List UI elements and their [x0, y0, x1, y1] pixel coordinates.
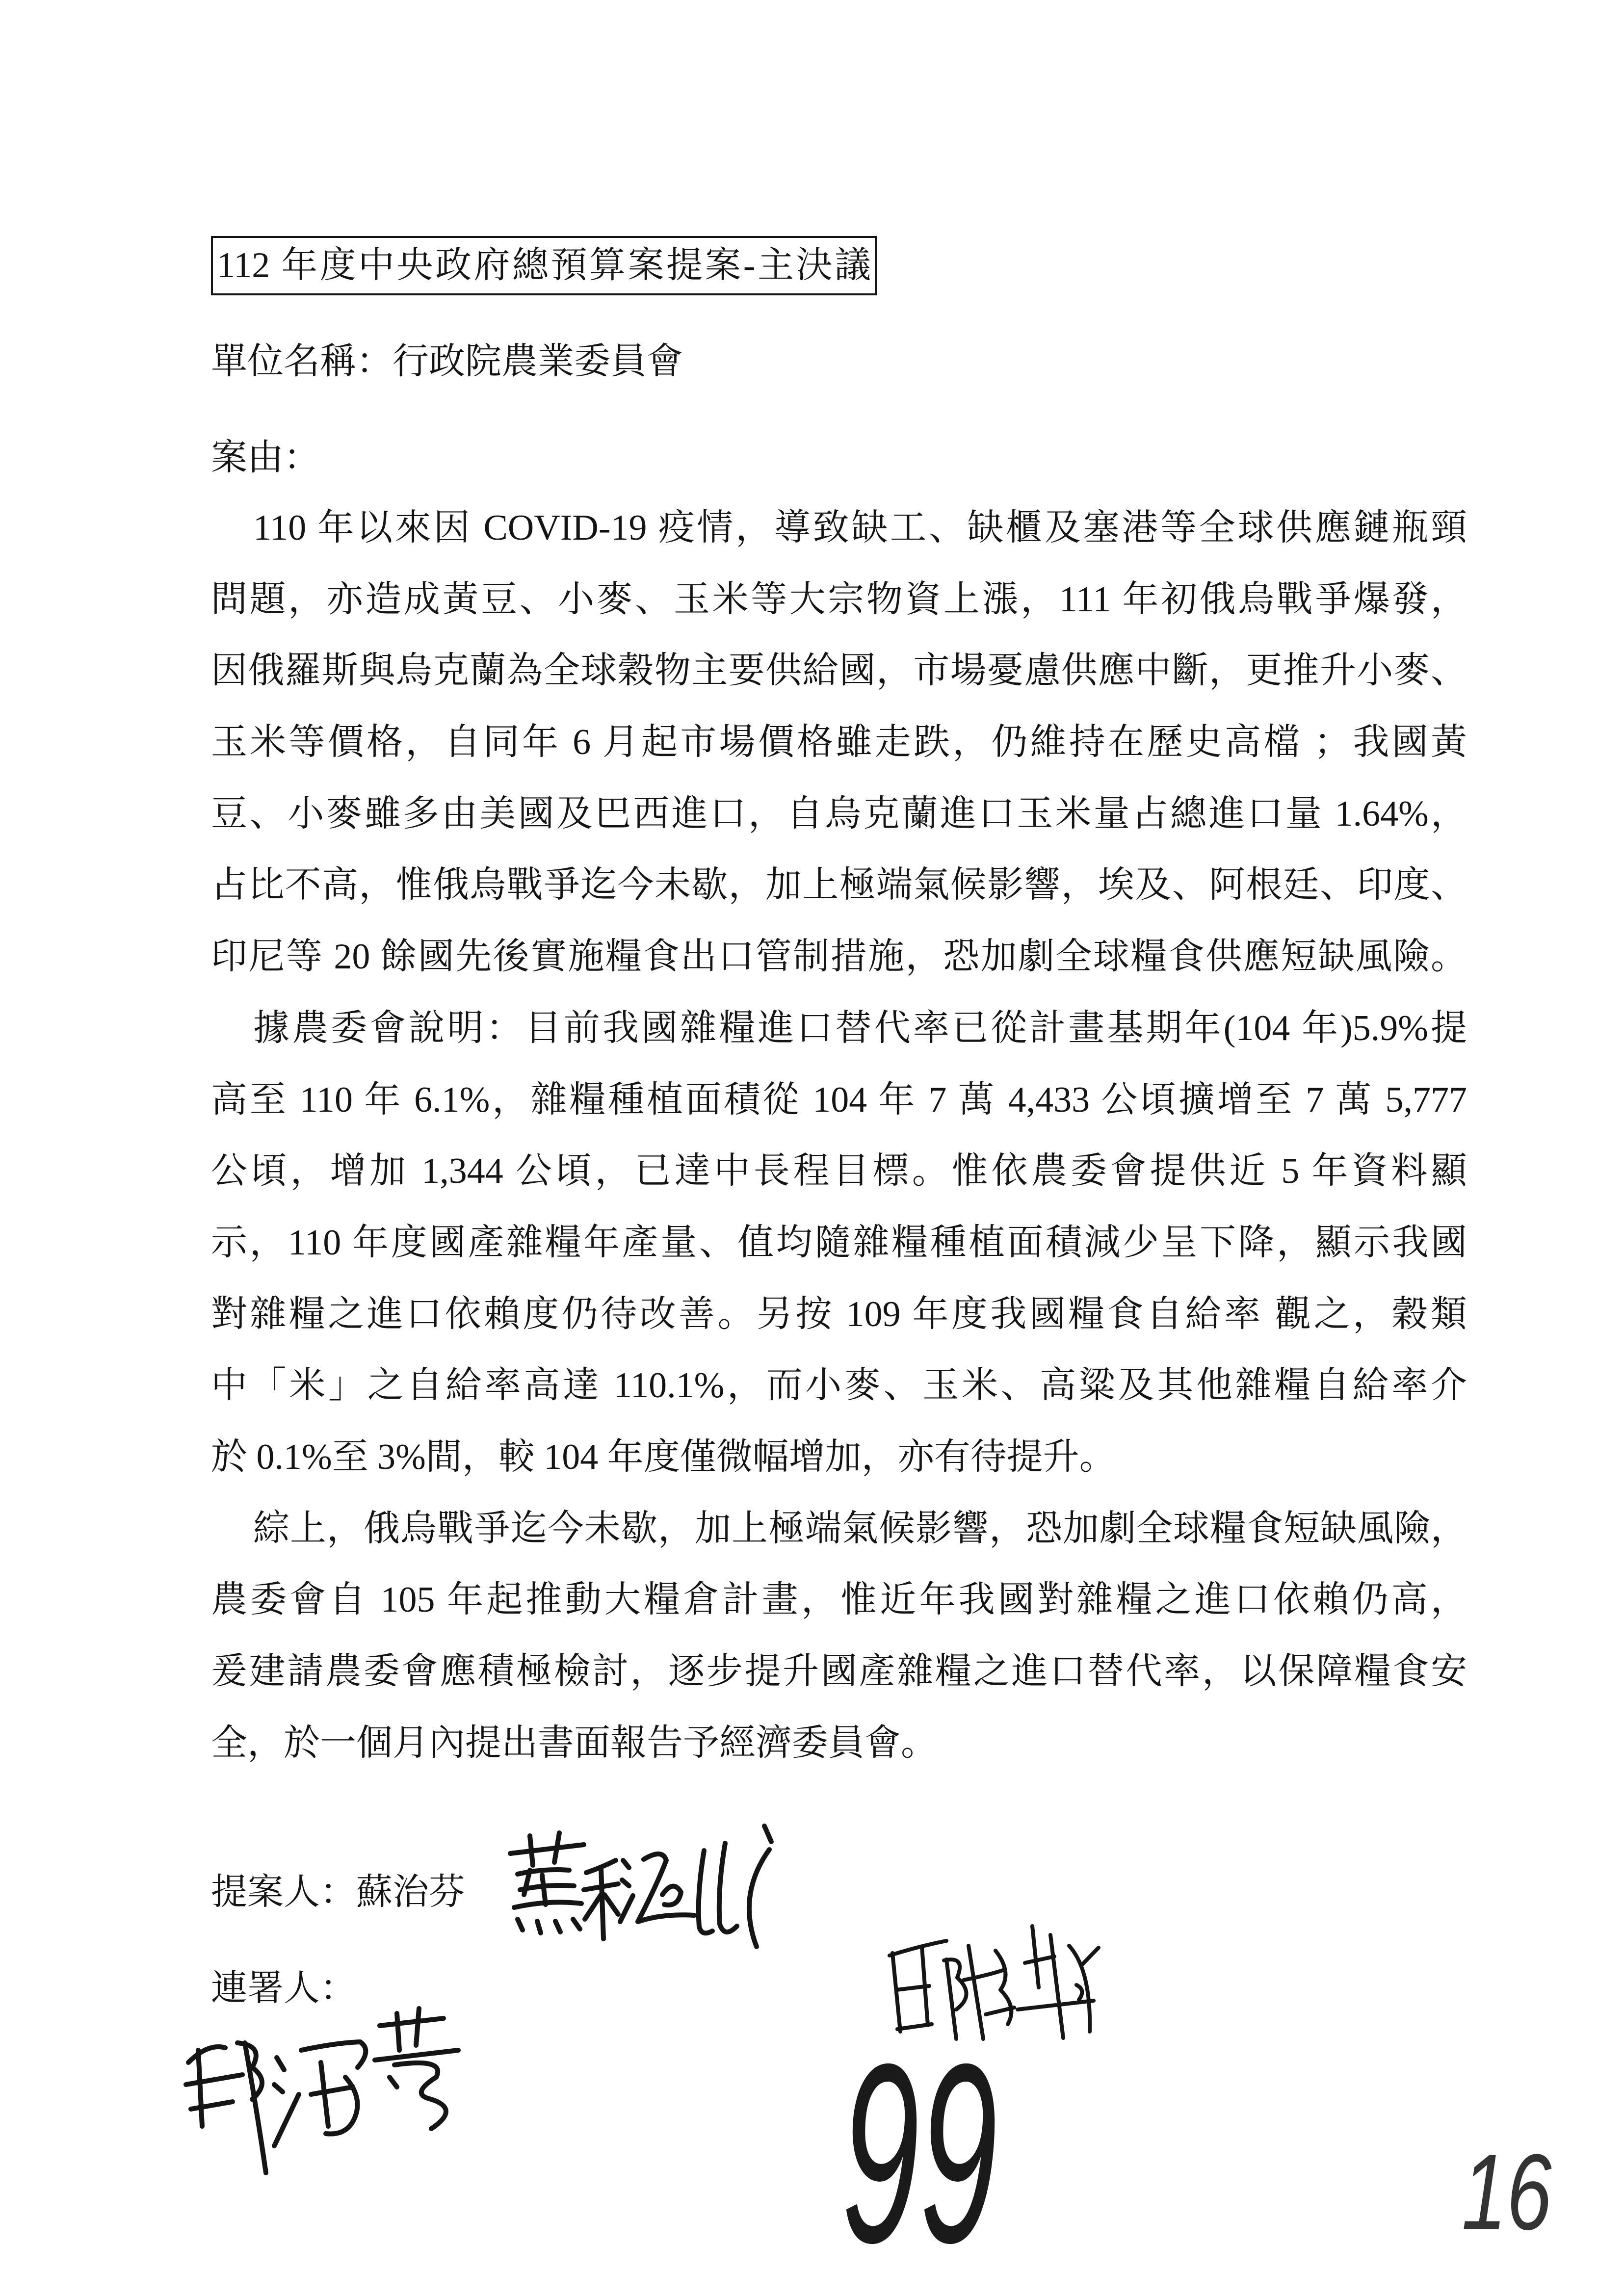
body-line: 綜上，俄烏戰爭迄今未歇，加上極端氣候影響，恐加劇全球糧食短缺風險，	[253, 1508, 1467, 1549]
signature-stroke	[390, 2077, 397, 2087]
signature-stroke	[510, 1845, 584, 1853]
signature-stroke	[573, 1919, 580, 1929]
body-line: 印尼等 20 餘國先後實施糧食出口管制措施，恐加劇全球糧食供應短缺風險。	[211, 937, 1467, 977]
signature-stroke	[191, 2102, 233, 2109]
signature-stroke	[1018, 2001, 1094, 2009]
paragraph-council-explanation	[211, 993, 1467, 1493]
signature-stroke	[198, 2050, 202, 2126]
signature-stroke	[699, 1851, 712, 1933]
signature-stroke	[764, 1826, 771, 1842]
paragraph-conclusion	[211, 1493, 1467, 1779]
signature-stroke	[890, 1941, 946, 1956]
body-line: 據農委會說明：目前我國雜糧進口替代率已從計畫基期年(104 年)5.9%提	[253, 1008, 1467, 1048]
signature-stroke	[555, 1921, 560, 1932]
proposer-signature	[500, 1821, 780, 1954]
signature-stroke	[397, 2013, 399, 2050]
proposer-line	[211, 1856, 465, 1928]
signature-stroke	[585, 1895, 601, 1919]
signature-stroke	[416, 2009, 419, 2045]
body-line: 豆、小麥雖多由美國及巴西進口，自烏克蘭進口玉米量占總進口量 1.64%，	[211, 793, 1467, 834]
signature-stroke	[537, 1921, 541, 1933]
signature-stroke	[604, 1895, 618, 1914]
signature-stroke	[623, 1860, 629, 1868]
signature-stroke	[964, 1970, 1003, 1980]
body-line: 玉米等價格，自同年 6 月起市場價格雖走跌，仍維持在歷史高檔 ；我國黃	[211, 722, 1467, 763]
signature-stroke	[188, 2047, 225, 2062]
unit-value: 行政院農業委員會	[393, 341, 683, 382]
body-line: 問題，亦造成黃豆、小麥、玉米等大宗物資上漲，111 年初俄烏戰爭爆發，	[211, 579, 1467, 620]
signature-stroke	[749, 1850, 769, 1947]
signature-stroke	[530, 1836, 533, 1865]
body-line: 農委會自 105 年起推動大糧倉計畫，惟近年我國對雜糧之進口依賴仍高，	[211, 1580, 1467, 1620]
cosigner-label: 連署人：	[211, 1968, 356, 2009]
signature-stroke	[301, 2042, 366, 2067]
body-line: 因俄羅斯與烏克蘭為全球穀物主要供給國，市場憂慮供應中斷，更推升小麥、	[211, 651, 1467, 691]
signature-stroke	[518, 1919, 523, 1930]
body-line: 對雜糧之進口依賴度仍待改善。另按 109 年度我國糧食自給率 觀之，穀類	[211, 1294, 1467, 1334]
signature-stroke	[274, 2085, 283, 2092]
reason-label: 案由：	[211, 438, 320, 478]
reason-body	[211, 493, 1467, 1779]
handwritten-count-mark: 99	[841, 2011, 998, 2296]
signature-stroke	[380, 2018, 444, 2026]
proposer-label: 提案人：	[211, 1872, 356, 1912]
signature-stroke	[1076, 1985, 1082, 2000]
signature-stroke	[719, 1843, 737, 1932]
body-line: 於 0.1%至 3%間，較 104 年度僅微幅增加，亦有待提升。	[211, 1436, 1116, 1477]
proposer-name: 蘇治芬	[356, 1872, 465, 1912]
body-line: 中「米」之自給率高達 110.1%，而小麥、玉米、高粱及其他雜糧自給率介	[211, 1365, 1467, 1406]
signature-stroke	[1025, 1957, 1054, 1963]
body-line: 全，於一個月內提出書面報告予經濟委員會。	[211, 1722, 937, 1763]
body-line: 占比不高，惟俄烏戰爭迄今未歇，加上極端氣候影響，埃及、阿根廷、印度、	[211, 865, 1467, 906]
unit-label: 單位名稱：	[211, 341, 393, 382]
proposal-title: 112 年度中央政府總預算案提案-主決議	[211, 236, 877, 295]
signature-stroke	[394, 2063, 446, 2129]
signature-stroke	[277, 2058, 284, 2070]
signature-stroke	[622, 1880, 629, 1886]
body-line: 高至 110 年 6.1%，雜糧種植面積從 104 年 7 萬 4,433 公頃擴增至 7 萬 5,777	[211, 1079, 1467, 1120]
handwritten-page-number: 16	[1462, 2132, 1552, 2252]
body-line: 示，110 年度國產雜糧年產量、值均隨雜糧種植面積減少呈下降，顯示我國	[211, 1222, 1467, 1263]
signature-stroke	[1032, 1926, 1039, 1987]
body-line: 公頃，增加 1,344 公頃，已達中長程目標。惟依農委會提供近 5 年資料顯	[211, 1151, 1467, 1192]
signature-stroke	[554, 1833, 559, 1862]
signature-stroke	[186, 2075, 242, 2085]
signature-stroke	[1050, 1935, 1063, 2038]
signature-stroke	[1081, 1948, 1099, 1965]
signature-stroke	[514, 1902, 581, 1907]
cosigner-signature	[179, 2004, 468, 2183]
body-line: 110 年以來因 COVID-19 疫情，導致缺工、缺櫃及塞港等全球供應鏈瓶頸	[253, 508, 1467, 548]
signature-stroke	[542, 1875, 546, 1905]
signature-stroke	[375, 2050, 458, 2060]
paragraph-background	[211, 493, 1467, 993]
signature-stroke	[520, 1885, 574, 1890]
signature-stroke	[620, 1896, 633, 1922]
signature-stroke	[311, 2087, 353, 2094]
body-line: 爰建請農委會應積極檢討，逐步提升國產雜糧之進口替代率，以保障糧食安	[211, 1651, 1467, 1692]
signature-stroke	[662, 1886, 681, 1905]
signature-stroke	[601, 1868, 603, 1939]
signature-stroke	[274, 2094, 299, 2146]
unit-line	[211, 326, 683, 397]
